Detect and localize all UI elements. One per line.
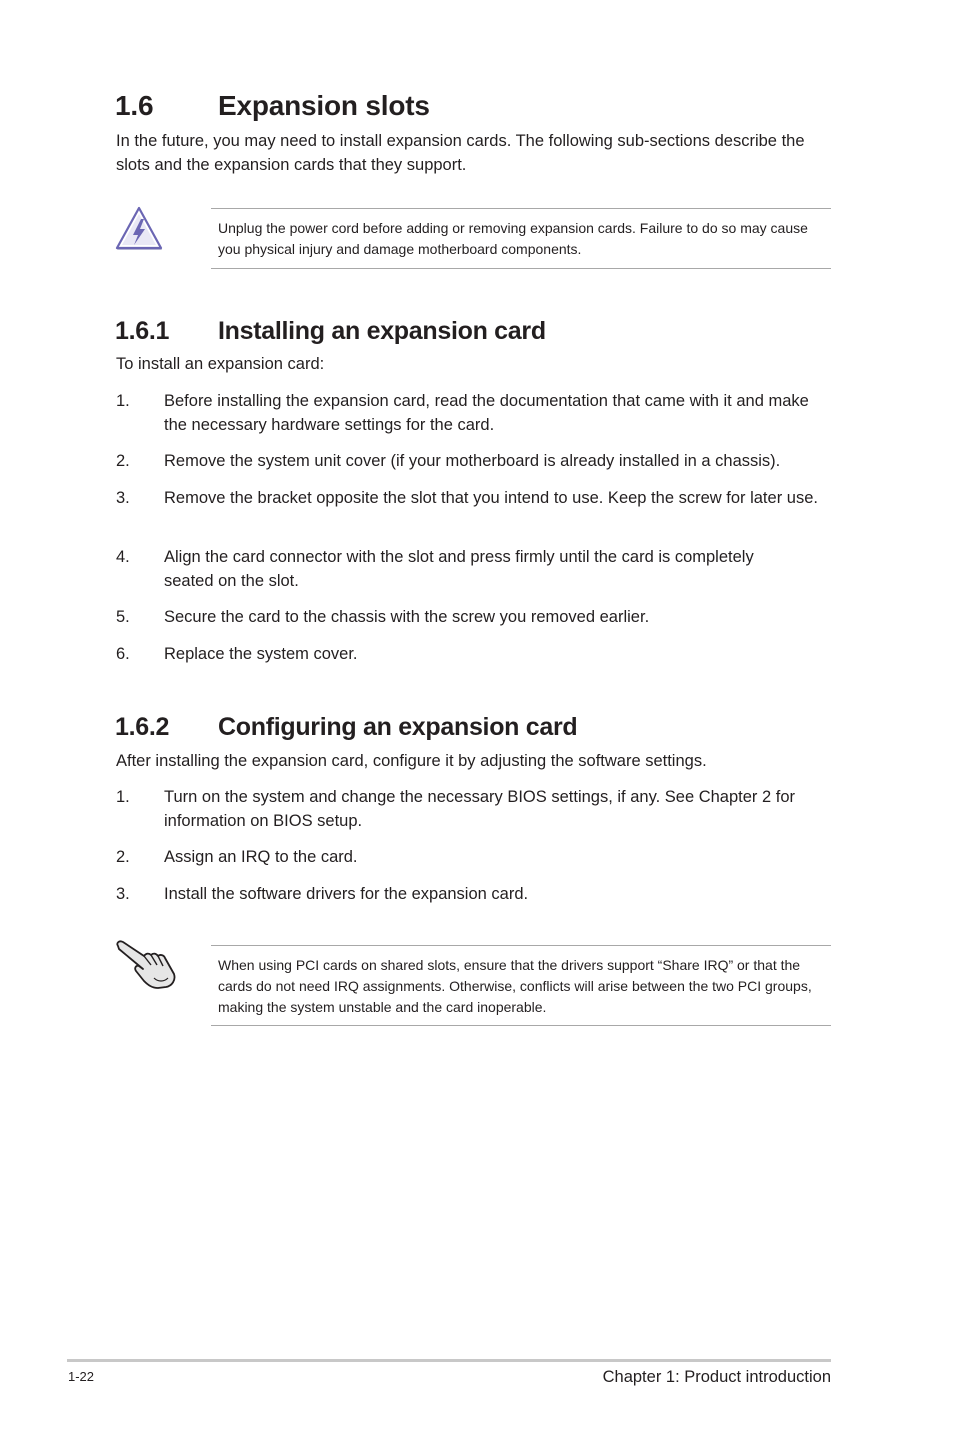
step-text: Remove the bracket opposite the slot that you intend to use. Keep the screw for later use. — [164, 489, 818, 507]
subsection1-title: Installing an expansion card — [218, 317, 546, 345]
subsection1-number: 1.6.1 — [115, 317, 170, 345]
footer-chapter: Chapter 1: Product introduction — [602, 1368, 831, 1386]
step-number: 5. — [116, 608, 130, 626]
subsection2-number: 1.6.2 — [115, 713, 170, 741]
step-text: Install the software drivers for the expansion card. — [164, 885, 529, 903]
page-number: 1-22 — [68, 1369, 95, 1384]
step-number: 4. — [116, 548, 130, 566]
step-number: 6. — [116, 645, 130, 663]
subsection2-intro: After installing the expansion card, configure it by adjusting the software settings. — [116, 752, 707, 770]
note-bottom-rule — [211, 1025, 831, 1026]
step-number: 2. — [116, 452, 130, 470]
step-text: Turn on the system and change the necessary BIOS settings, if any. See Chapter 2 for information on BIOS setup. — [164, 788, 796, 830]
warning-text: Unplug the power cord before adding or removing expansion cards. Failure to do so may cause you physical injury and damage motherboard components. — [218, 220, 808, 257]
step-text: Before installing the expansion card, read the documentation that came with it and make the necessary hardware settings for the card. — [164, 392, 809, 434]
section-number: 1.6 — [115, 90, 154, 121]
warning-bottom-rule — [211, 268, 831, 269]
step-number: 1. — [116, 392, 130, 410]
step-number: 1. — [116, 788, 130, 806]
subsection2-title: Configuring an expansion card — [218, 713, 578, 741]
warning-icon — [113, 205, 165, 253]
step-number: 3. — [116, 885, 130, 903]
step-text: Secure the card to the chassis with the screw you removed earlier. — [164, 608, 650, 626]
step-number: 3. — [116, 489, 130, 507]
step-text: Replace the system cover. — [164, 645, 358, 663]
step-text: Assign an IRQ to the card. — [164, 848, 358, 866]
note-top-rule — [211, 945, 831, 946]
step-text: Align the card connector with the slot and press firmly until the card is completely seated on the slot. — [164, 548, 754, 590]
step-number: 2. — [116, 848, 130, 866]
section-title: Expansion slots — [218, 90, 430, 121]
step-text: Remove the system unit cover (if your motherboard is already installed in a chassis). — [164, 452, 781, 470]
warning-top-rule — [211, 208, 831, 209]
hand-pointer-icon — [114, 938, 178, 990]
section-intro: In the future, you may need to install expansion cards. The following sub-sections describe the slots and the expansion cards that they support. — [116, 132, 805, 174]
note-text: When using PCI cards on shared slots, ensure that the drivers support “Share IRQ” or that the cards do not need IRQ assignments. Otherwise, conflicts will arise between the two PCI groups, making the system unstable and the card inoperable. — [218, 957, 812, 1015]
footer-rule — [67, 1359, 831, 1362]
subsection1-intro: To install an expansion card: — [116, 355, 325, 373]
